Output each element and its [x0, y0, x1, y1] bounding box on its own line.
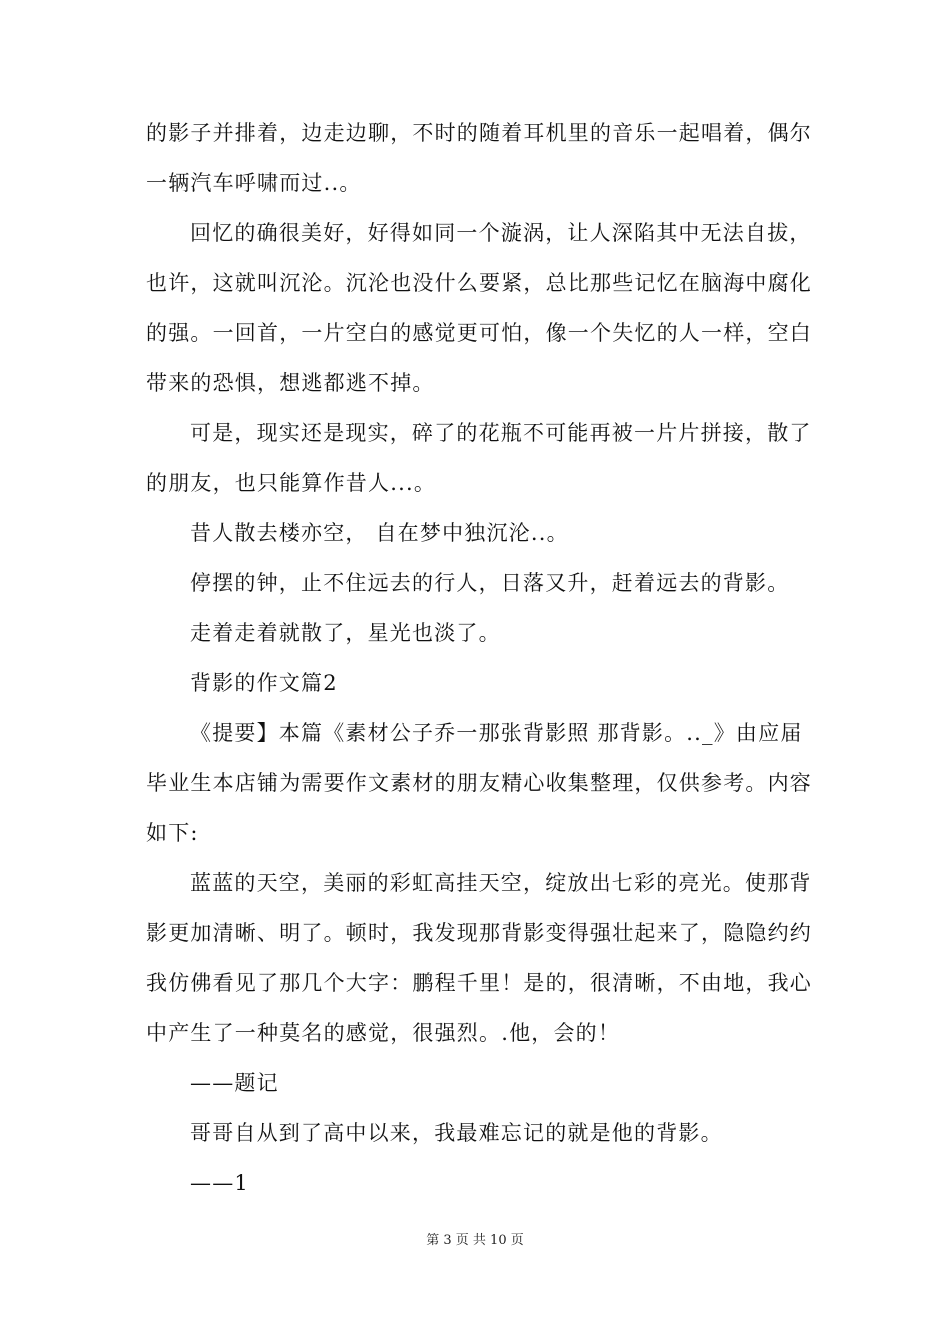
text-line: 停摆的钟，止不住远去的行人，日落又升，赶着远去的背影。: [190, 571, 790, 595]
text-line: 走着走着就散了，星光也淡了。: [190, 621, 501, 645]
text-line: ——题记: [190, 1071, 279, 1095]
text-line: 蓝蓝的天空，美丽的彩虹高挂天空，绽放出七彩的亮光。使那背: [190, 871, 812, 895]
text-line: 毕业生本店铺为需要作文素材的朋友精心收集整理，仅供参考。内容: [146, 771, 812, 795]
text-line: 影更加清晰、明了。顿时，我发现那背影变得强壮起来了，隐隐约约: [146, 921, 812, 945]
text-line: 一辆汽车呼啸而过..。: [146, 171, 362, 195]
section-heading: 背影的作文篇2: [190, 671, 338, 695]
page-footer: 第 3 页 共 10 页: [426, 1233, 524, 1248]
document-body: [146, 108, 812, 1208]
text-line: 昔人散去楼亦空， 自在梦中独沉沦..。: [190, 521, 569, 545]
text-line: 我仿佛看见了那几个大字：鹏程千里！是的，很清晰，不由地，我心: [146, 971, 812, 995]
text-line: 如下:: [146, 821, 199, 845]
text-line: 中产生了一种莫名的感觉，很强烈。.他，会的！: [146, 1021, 621, 1045]
text-line: 的强。一回首，一片空白的感觉更可怕，像一个失忆的人一样，空白: [146, 321, 812, 345]
text-line: 回忆的确很美好，好得如同一个漩涡，让人深陷其中无法自拔，: [190, 221, 812, 245]
text-line: 《提要】本篇《素材公子乔一那张背影照 那背影。.._》由应届: [190, 721, 803, 745]
text-line: 的朋友，也只能算作昔人...。: [146, 471, 437, 495]
text-line: 哥哥自从到了高中以来，我最难忘记的就是他的背影。: [190, 1121, 723, 1145]
text-line: 的影子并排着，边走边聊，不时的随着耳机里的音乐一起唱着，偶尔: [146, 121, 812, 145]
text-line: 可是，现实还是现实，碎了的花瓶不可能再被一片片拼接，散了: [190, 421, 812, 445]
text-line: 带来的恐惧，想逃都逃不掉。: [146, 371, 435, 395]
text-line: ——1: [190, 1171, 249, 1195]
text-line: 也许，这就叫沉沦。沉沦也没什么要紧，总比那些记忆在脑海中腐化: [146, 271, 812, 295]
